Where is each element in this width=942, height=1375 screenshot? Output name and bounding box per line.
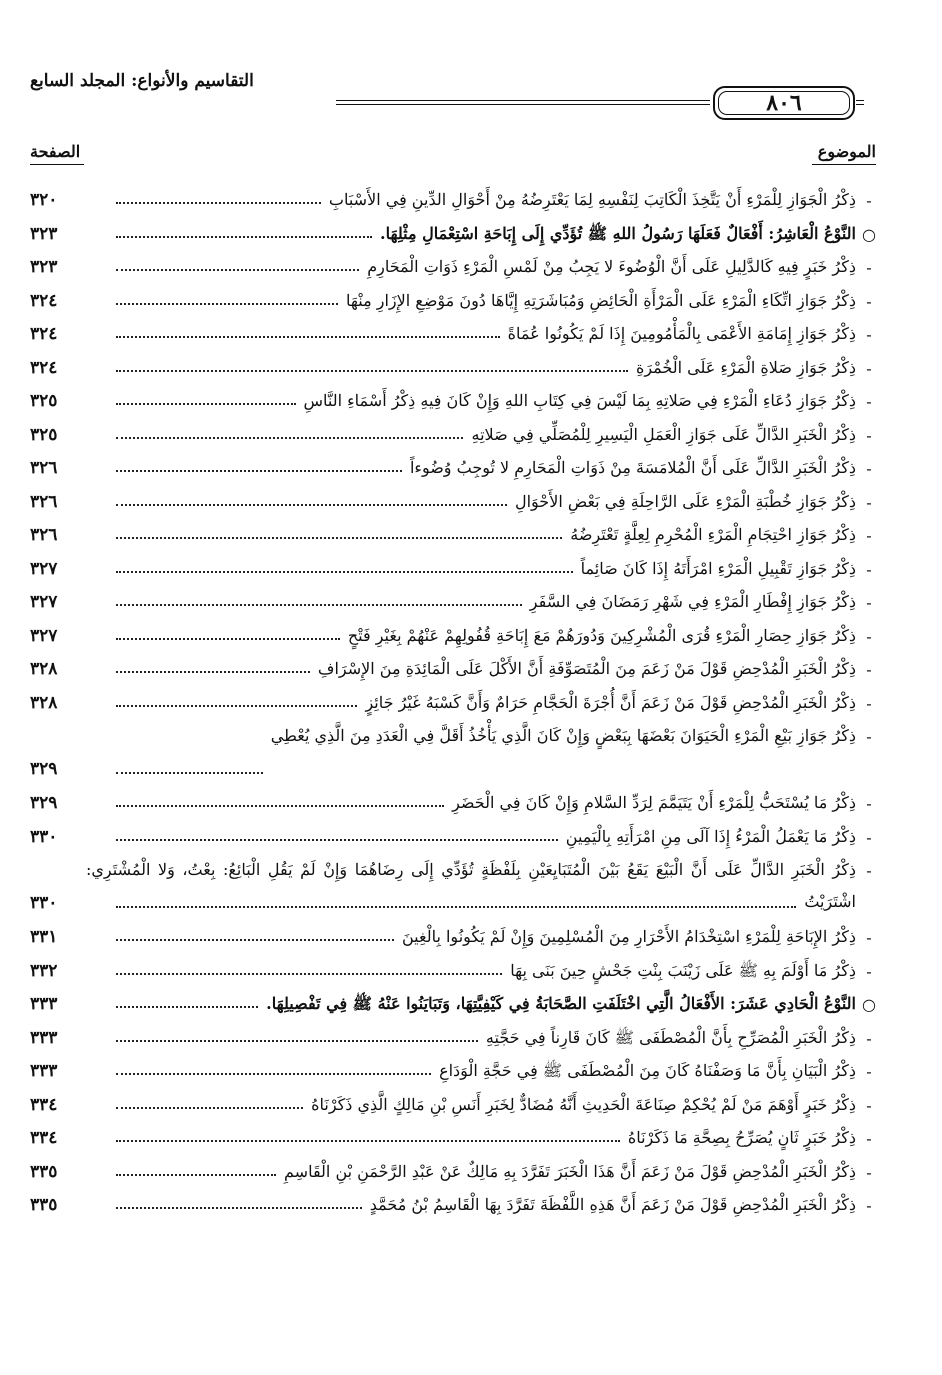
toc-entry-title: ذِكْرُ الْخَبَرِ الْمُدْحِضِ قَوْلَ مَنْ زَعَمَ أَنَّ هَذِهِ اللَّفْظَةَ تَفَرَّدَ بِهَا الْقَاسِمُ بْنُ مُحَمَّدٍ <box>369 1195 856 1214</box>
dash-bullet-icon: - <box>866 1062 872 1081</box>
toc-entry-title: ذِكْرُ جَوَازِ احْتِجَامِ الْمَرْءِ الْمُحْرِمِ لِعِلَّةٍ تَعْتَرِضُهُ <box>570 525 856 544</box>
dash-bullet-icon: - <box>866 392 872 411</box>
toc-entry-title: ذِكْرُ الْخَبَرِ الْمُصَرِّحِ بِأَنَّ الْمُصْطَفَى ﷺ كَانَ قَارِناً فِي حَجَّتِهِ <box>485 1027 856 1047</box>
column-heading-page-underline <box>30 164 84 165</box>
dot-leader <box>116 1207 362 1209</box>
page-number: ٨٠٦ <box>766 90 802 116</box>
toc-entry-title: ذِكْرُ خَبَرٍ ثَانٍ يُصَرِّحُ بِصِحَّةِ مَا ذَكَرْنَاهُ <box>627 1128 856 1147</box>
dot-leader <box>116 939 394 941</box>
toc-entry-title: ذِكْرُ خَبَرٍ فِيهِ كَالدَّلِيلِ عَلَى أَنَّ الْوُضُوءَ لا يَجِبُ مِنْ لَمْسِ الْمَرْءِ ذَوَاتِ الْمَحَارِمِ <box>367 257 856 276</box>
header-rule-right <box>856 100 864 101</box>
toc-entry-page: ٣٢٣ <box>30 257 58 277</box>
dash-bullet-icon: - <box>866 1028 872 1048</box>
toc-entry-page: ٣٣٥ <box>30 1195 58 1215</box>
dash-bullet-icon: - <box>866 559 872 579</box>
toc-entry[interactable] <box>30 1156 876 1190</box>
toc-entry-page: ٣٢٨ <box>30 692 58 713</box>
dot-leader <box>116 403 296 405</box>
dot-leader <box>116 470 402 472</box>
toc-entry[interactable] <box>30 352 876 386</box>
dash-bullet-icon: - <box>866 1095 872 1115</box>
header-rule-left-2 <box>336 104 710 105</box>
toc-entry[interactable] <box>30 452 876 486</box>
toc-entry[interactable] <box>30 251 876 285</box>
circle-bullet-icon: ○ <box>862 995 876 1014</box>
dash-bullet-icon: - <box>866 258 872 277</box>
dash-bullet-icon: - <box>866 291 872 311</box>
toc-entry-page: ٣٢٦ <box>30 491 58 512</box>
dot-leader <box>116 202 321 204</box>
toc-entry[interactable] <box>30 553 876 587</box>
toc-entry-title: ذِكْرُ خَبَرٍ أَوْهَمَ مَنْ لَمْ يُحْكِمْ صِنَاعَةَ الْحَدِيثِ أَنَّهُ مُضَادٌّ لِخَبَرِ أَنَسِ بْنِ مَالِكٍ الَّذِي ذَكَرْنَاهُ <box>311 1094 856 1114</box>
toc-entry-page: ٣٣١ <box>30 927 58 947</box>
toc-entry-page: ٣٢٦ <box>30 458 58 478</box>
dot-leader <box>116 504 507 506</box>
toc-entry-page: ٣٢٩ <box>30 759 58 779</box>
dot-leader <box>116 336 500 338</box>
column-heading-topic: الموضوع <box>817 142 876 161</box>
toc-entry[interactable] <box>30 720 876 787</box>
toc-entry-title: ذِكْرُ الْخَبَرِ الْمُدْحِضِ قَوْلَ مَنْ زَعَمَ أَنَّ هَذَا الْخَبَرَ تَفَرَّدَ بِهِ مَالِكٌ عَنْ عَبْدِ الرَّحْمَنِ بْنِ الْقَاسِمِ <box>284 1161 856 1181</box>
toc-entry-page: ٣٣٢ <box>30 960 58 981</box>
dot-leader <box>116 1107 303 1109</box>
toc-entry[interactable] <box>30 955 876 989</box>
toc-entry-page: ٣٣٣ <box>30 994 58 1014</box>
dot-leader <box>116 772 263 774</box>
toc-entry-page: ٣٢٠ <box>30 190 58 210</box>
dot-leader <box>116 437 463 439</box>
header-rule-left <box>336 100 710 101</box>
dot-leader <box>116 370 628 372</box>
dot-leader <box>116 1140 620 1142</box>
table-of-contents <box>30 184 876 1223</box>
toc-entry-title: ذِكْرُ الْجَوَازِ لِلْمَرْءِ أَنْ يَتَّخِذَ الْكَاتِبَ لِنَفْسِهِ لِمَا يَعْتَرِضُهُ مِنْ أَحْوَالِ الدِّينِ فِي الأَسْبَابِ <box>328 190 856 209</box>
dash-bullet-icon: - <box>866 827 872 847</box>
dash-bullet-icon: - <box>866 593 872 612</box>
toc-entry[interactable] <box>30 687 876 721</box>
toc-entry-page: ٣٣٤ <box>30 1128 58 1148</box>
toc-entry-title: ذِكْرُ مَا يُسْتَحَبُّ لِلْمَرْءِ أَنْ يَتَيَمَّمَ لِرَدِّ السَّلامِ وَإِنْ كَانَ فِي الْحَضَرِ <box>452 793 856 812</box>
toc-entry-title: ذِكْرُ جَوَازِ اتِّكَاءِ الْمَرْءِ عَلَى الْمَرْأَةِ الْحَائِضِ وَمُبَاشَرَتِهِ إِيَّاهَا دُونَ مَوْضِعِ الإِزَارِ مِنْهَا <box>346 290 856 310</box>
toc-entry-page: ٣٢٧ <box>30 625 58 646</box>
column-heading-page: الصفحة <box>30 142 81 161</box>
dash-bullet-icon: - <box>866 861 872 880</box>
toc-entry-page: ٣٢٥ <box>30 424 58 445</box>
toc-entry-title: ذِكْرُ الْخَبَرِ الدَّالِّ عَلَى جَوَازِ الْعَمَلِ الْيَسِيرِ لِلْمُصَلِّي فِي صَلاتِهِ <box>471 424 856 444</box>
dash-bullet-icon: - <box>866 660 872 679</box>
dash-bullet-icon: - <box>866 492 872 512</box>
toc-entry-title: ذِكْرُ الْخَبَرِ الْمُدْحِضِ قَوْلَ مَنْ زَعَمَ مِنَ الْمُتَصَوِّفَةِ أَنَّ الأَكْلَ عَلَى الْمَائِدَةِ مِنَ الإِسْرَافِ <box>317 659 856 678</box>
dot-leader <box>116 269 359 271</box>
toc-entry-page: ٣٢٧ <box>30 592 58 612</box>
toc-entry-title: ذِكْرُ جَوَازِ إِمَامَةِ الأَعْمَى بِالْمَأْمُومِينَ إِذَا لَمْ يَكُونُوا عُمَاةً <box>507 324 856 343</box>
page-header <box>30 66 864 116</box>
toc-entry-title: ذِكْرُ جَوَازِ حِصَارِ الْمَرْءِ قُرَى الْمُشْرِكِينَ وَدُورَهُمْ مَعَ إِبَاحَةِ قُفُولِهِمْ عَنْهُمْ بِغَيْرِ فَتْحٍ <box>347 625 856 645</box>
dot-leader <box>116 1174 276 1176</box>
toc-entry[interactable] <box>30 1022 876 1056</box>
toc-entry[interactable] <box>30 653 876 687</box>
dot-leader <box>116 805 444 807</box>
toc-entry-page: ٣٣٠ <box>30 893 58 913</box>
toc-entry-page: ٣٣٣ <box>30 1027 58 1048</box>
dot-leader <box>116 604 522 606</box>
dash-bullet-icon: - <box>866 794 872 813</box>
dot-leader <box>116 537 562 539</box>
toc-entry[interactable] <box>30 519 876 553</box>
toc-entry[interactable] <box>30 821 876 855</box>
dash-bullet-icon: - <box>866 325 872 344</box>
toc-entry-title: ذِكْرُ الْخَبَرِ الدَّالِّ عَلَى أَنَّ الْمُلامَسَةَ مِنْ ذَوَاتِ الْمَحَارِمِ لا تُوجِبُ وُضُوءاً <box>409 458 856 477</box>
toc-entry-title: ذِكْرُ جَوَازِ بَيْعِ الْمَرْءِ الْحَيَوَانَ بَعْضَهَا بِبَعْضٍ وَإِنْ كَانَ الَّذِي يَأْخُذُ أَقَلَّ فِي الْعَدَدِ مِنَ الَّذِي يُعْطِي <box>270 726 856 745</box>
dash-bullet-icon: - <box>866 1129 872 1148</box>
toc-entry-page: ٣٢٤ <box>30 357 58 378</box>
toc-entry[interactable] <box>30 1055 876 1089</box>
toc-entry-title: ذِكْرُ الإِبَاحَةِ لِلْمَرْءِ اسْتِخْدَامُ الأَحْرَارِ مِنَ الْمُسْلِمِينَ وَإِنْ لَمْ يَكُونُوا بِالْغِينَ <box>401 927 856 946</box>
toc-entry-title: ذِكْرُ جَوَازِ إِفْطَارِ الْمَرْءِ فِي شَهْرِ رَمَضَانَ فِي السَّفَرِ <box>529 592 856 611</box>
toc-section-heading[interactable] <box>30 988 876 1022</box>
dash-bullet-icon: - <box>866 1162 872 1182</box>
toc-entry[interactable] <box>30 1189 876 1223</box>
toc-entry-page: ٣٢٨ <box>30 659 58 679</box>
toc-entry[interactable] <box>30 921 876 955</box>
dash-bullet-icon: - <box>866 928 872 947</box>
dash-bullet-icon: - <box>866 626 872 646</box>
toc-entry-page: ٣٢٤ <box>30 324 58 344</box>
page-number-frame <box>713 86 855 120</box>
dot-leader <box>116 671 310 673</box>
running-title: التقاسيم والأنواع: المجلد السابع <box>30 71 254 91</box>
dot-leader <box>116 571 573 573</box>
toc-entry-title: ذِكْرُ مَا أَوْلَمَ بِهِ ﷺ عَلَى زَيْنَبَ بِنْتِ جَحْشٍ حِينَ بَنَى بِهَا <box>510 960 856 980</box>
toc-entry-title: ذِكْرُ جَوَازِ صَلاةِ الْمَرْءِ عَلَى الْخُمْرَةِ <box>635 357 856 377</box>
dash-bullet-icon: - <box>866 961 872 981</box>
toc-entry-page: ٣٢٤ <box>30 290 58 311</box>
toc-entry[interactable] <box>30 486 876 520</box>
toc-entry-title: النَّوْعُ الْعَاشِرُ: أَفْعَالٌ فَعَلَهَا رَسُولُ اللهِ ﷺ تُؤَدِّي إِلَى إِبَاحَةِ اسْتِعْمَالِ مِثْلِهَا. <box>380 223 856 243</box>
toc-entry-page: ٣٢٩ <box>30 793 58 813</box>
toc-entry[interactable] <box>30 318 876 352</box>
dash-bullet-icon: - <box>866 358 872 378</box>
toc-entry-title: ذِكْرُ الْخَبَرِ الْمُدْحِضِ قَوْلَ مَنْ زَعَمَ أَنَّ أُجْرَةَ الْحَجَّامِ حَرَامٌ وَأَنَّ كَسْبَهُ غَيْرُ جَائِزٍ <box>365 692 856 712</box>
toc-entry[interactable] <box>30 285 876 319</box>
toc-entry-page: ٣٣٥ <box>30 1161 58 1182</box>
dot-leader <box>116 1073 431 1075</box>
dash-bullet-icon: - <box>866 526 872 545</box>
dash-bullet-icon: - <box>866 693 872 713</box>
toc-entry[interactable] <box>30 184 876 218</box>
dash-bullet-icon: - <box>866 459 872 478</box>
dash-bullet-icon: - <box>866 727 872 746</box>
toc-entry-title: ذِكْرُ الْبَيَانِ بِأَنَّ مَا وَصَفْنَاهُ كَانَ مِنَ الْمُصْطَفَى ﷺ فِي حَجَّةِ الْوَدَاعِ <box>439 1061 856 1080</box>
toc-entry[interactable] <box>30 854 876 921</box>
toc-entry-page: ٣٣٠ <box>30 826 58 847</box>
toc-entry-page: ٣٢٧ <box>30 558 58 579</box>
dot-leader <box>116 906 796 908</box>
toc-entry[interactable] <box>30 1122 876 1156</box>
dot-leader <box>116 638 340 640</box>
toc-entry-page: ٣٣٣ <box>30 1061 58 1081</box>
dash-bullet-icon: - <box>866 425 872 445</box>
toc-entry[interactable] <box>30 1089 876 1123</box>
toc-entry[interactable] <box>30 620 876 654</box>
toc-entry-title: ذِكْرُ جَوَازِ تَقْبِيلِ الْمَرْءِ امْرَأَتَهُ إِذَا كَانَ صَائِماً <box>580 558 856 578</box>
toc-entry-page: ٣٢٥ <box>30 391 58 411</box>
toc-entry-title: ذِكْرُ جَوَازِ خُطْبَةِ الْمَرْءِ عَلَى الرَّاحِلَةِ فِي بَعْضِ الأَحْوَالِ <box>514 491 856 511</box>
toc-entry-title: ذِكْرُ جَوَازِ دُعَاءِ الْمَرْءِ فِي صَلاتِهِ بِمَا لَيْسَ فِي كِتَابِ اللهِ وَإِنْ كَانَ فِيهِ ذِكْرُ أَسْمَاءِ النَّاسِ <box>303 391 856 410</box>
toc-entry-page: ٣٢٣ <box>30 223 58 244</box>
dot-leader <box>116 236 372 238</box>
dot-leader <box>116 1006 258 1008</box>
toc-section-heading[interactable] <box>30 218 876 252</box>
toc-entry-title: النَّوْعُ الْحَادِي عَشَرَ: الأَفْعَالُ الَّتِي اخْتَلَفَتِ الصَّحَابَةُ فِي كَيْفِيَّتِهَا، وَتَبَايَنُوا عَنْهُ ﷺ فِي تَفْصِيلِهَا. <box>266 994 856 1013</box>
toc-entry[interactable] <box>30 787 876 821</box>
toc-entry-page: ٣٣٤ <box>30 1094 58 1115</box>
dot-leader <box>116 839 558 841</box>
toc-entry-page: ٣٢٦ <box>30 525 58 545</box>
toc-entry-title: ذِكْرُ مَا يَعْمَلُ الْمَرْءُ إِذَا آلَى مِنِ امْرَأَتِهِ بِالْيَمِينِ <box>565 826 856 846</box>
dash-bullet-icon: - <box>866 1196 872 1215</box>
dot-leader <box>116 705 357 707</box>
toc-entry[interactable] <box>30 419 876 453</box>
toc-entry[interactable] <box>30 385 876 419</box>
column-heading-topic-underline <box>812 164 876 165</box>
toc-entry[interactable] <box>30 586 876 620</box>
circle-bullet-icon: ○ <box>862 224 876 244</box>
dot-leader <box>116 1040 478 1042</box>
dash-bullet-icon: - <box>866 191 872 210</box>
toc-entry-title: ذِكْرُ الْخَبَرِ الدَّالِّ عَلَى أَنَّ الْبَيْعَ يَقَعُ بَيْنَ الْمُتَبَايِعَيْنِ بِلَفْظَةٍ تُؤَدِّي إِلَى رِضَاهُمَا وَإِنْ لَمْ يَقُلِ الْبَائِعُ: بِعْتُ، وَلا الْمُشْتَرِي: اشْتَرَيْتُ <box>86 860 856 911</box>
header-rule-right-2 <box>856 104 864 105</box>
dot-leader <box>116 303 338 305</box>
dot-leader <box>116 973 502 975</box>
